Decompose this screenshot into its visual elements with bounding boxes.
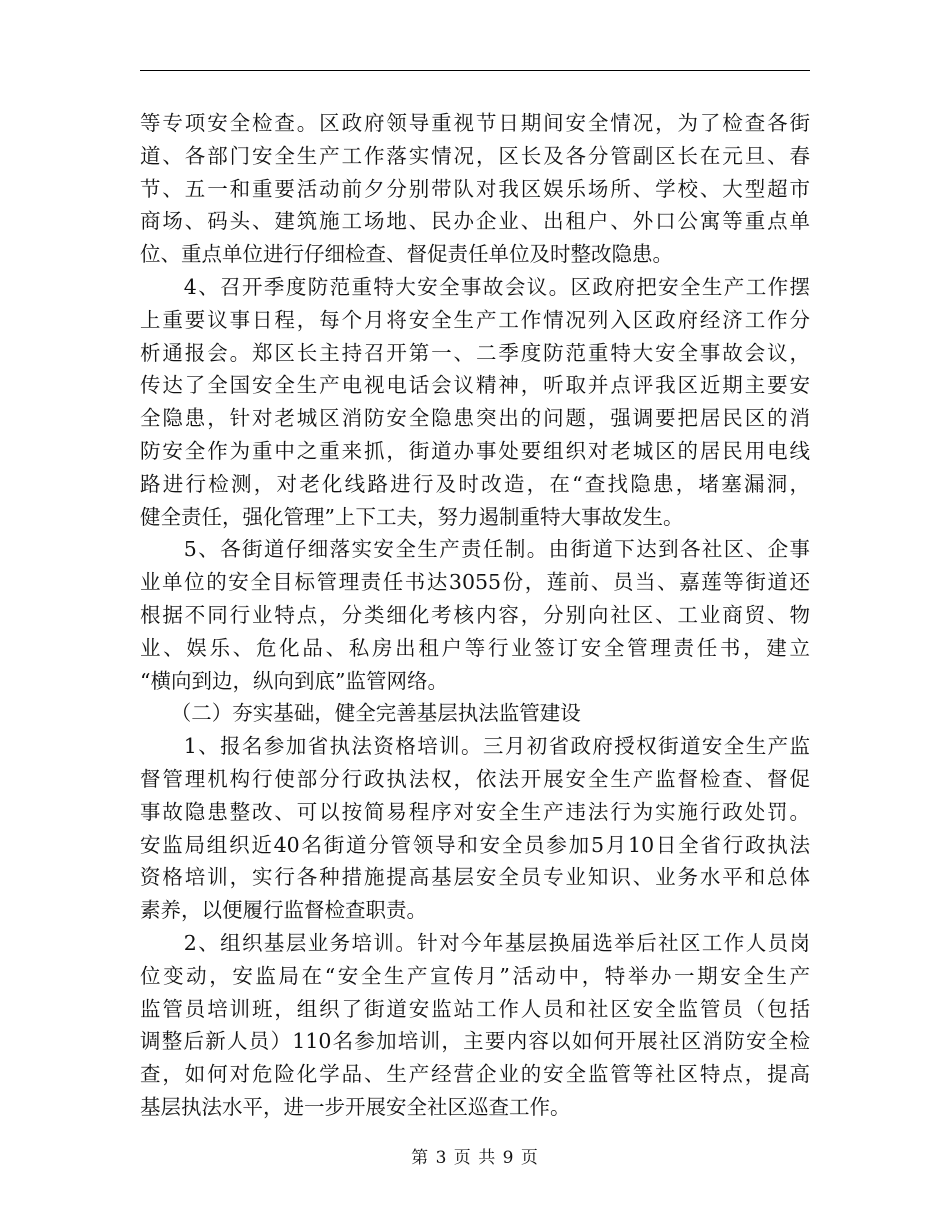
text-line: 基层执法水平，进一步开展安全社区巡查工作。 [140, 1094, 571, 1119]
text-line: 1、报名参加省执法资格培训。三月初省政府授权街道安全生产监 [140, 734, 810, 759]
header-rule [140, 70, 810, 71]
text-line: 安监局组织近40名街道分管领导和安全员参加5月10日全省行政执法 [140, 832, 810, 857]
text-line: 监管员培训班，组织了街道安监站工作人员和社区安全监管员（包括 [140, 996, 810, 1021]
text-line: 传达了全国安全生产电视电话会议精神，听取并点评我区近期主要安 [140, 373, 810, 398]
text-line: 5、各街道仔细落实安全生产责任制。由街道下达到各社区、企事 [140, 537, 810, 562]
document-body [140, 107, 810, 1124]
text-line: 位变动，安监局在“安全生产宣传月”活动中，特举办一期安全生产 [140, 963, 810, 988]
text-line: 位、重点单位进行仔细检查、督促责任单位及时整改隐患。 [140, 242, 673, 267]
text-line: 等专项安全检查。区政府领导重视节日期间安全情况，为了检查各街 [140, 111, 810, 135]
text-line: 健全责任，强化管理”上下工夫，努力遏制重特大事故发生。 [140, 504, 684, 529]
text-line: “横向到边，纵向到底”监管网络。 [140, 668, 448, 693]
page-number-footer: 第 3 页 共 9 页 [411, 1148, 539, 1168]
text-line: 2、组织基层业务培训。针对今年基层换届选举后社区工作人员岗 [140, 930, 810, 955]
text-line: 督管理机构行使部分行政执法权，依法开展安全生产监督检查、督促 [140, 766, 810, 791]
text-line: 素养，以便履行监督检查职责。 [140, 898, 427, 923]
text-line: 事故隐患整改、可以按简易程序对安全生产违法行为实施行政处罚。 [140, 799, 810, 824]
text-line: 道、各部门安全生产工作落实情况，区长及各分管副区长在元旦、春 [140, 143, 810, 168]
text-line: 防安全作为重中之重来抓，街道办事处要组织对老城区的居民用电线 [140, 438, 810, 463]
section-heading: （二）夯实基础，健全完善基层执法监管建设 [140, 701, 581, 726]
text-line: 业单位的安全目标管理责任书达3055份，莲前、员当、嘉莲等街道还 [140, 570, 810, 595]
text-line: 节、五一和重要活动前夕分别带队对我区娱乐场所、学校、大型超市 [140, 176, 810, 201]
text-line: 4、召开季度防范重特大安全事故会议。区政府把安全生产工作摆 [140, 274, 810, 299]
text-line: 资格培训，实行各种措施提高基层安全员专业知识、业务水平和总体 [140, 865, 810, 890]
text-line: 商场、码头、建筑施工场地、民办企业、出租户、外口公寓等重点单 [140, 209, 810, 234]
text-line: 查，如何对危险化学品、生产经营企业的安全监管等社区特点，提高 [140, 1062, 810, 1087]
text-line: 业、娱乐、危化品、私房出租户等行业签订安全管理责任书，建立 [140, 635, 810, 660]
text-line: 上重要议事日程，每个月将安全生产工作情况列入区政府经济工作分 [140, 307, 810, 332]
text-line: 根据不同行业特点，分类细化考核内容，分别向社区、工业商贸、物 [140, 602, 810, 627]
text-line: 全隐患，针对老城区消防安全隐患突出的问题，强调要把居民区的消 [140, 406, 810, 431]
text-line: 路进行检测，对老化线路进行及时改造，在“查找隐患，堵塞漏洞， [140, 471, 810, 496]
text-line: 析通报会。郑区长主持召开第一、二季度防范重特大安全事故会议， [140, 340, 810, 365]
text-line: 调整后新人员）110名参加培训，主要内容以如何开展社区消防安全检 [140, 1029, 810, 1054]
